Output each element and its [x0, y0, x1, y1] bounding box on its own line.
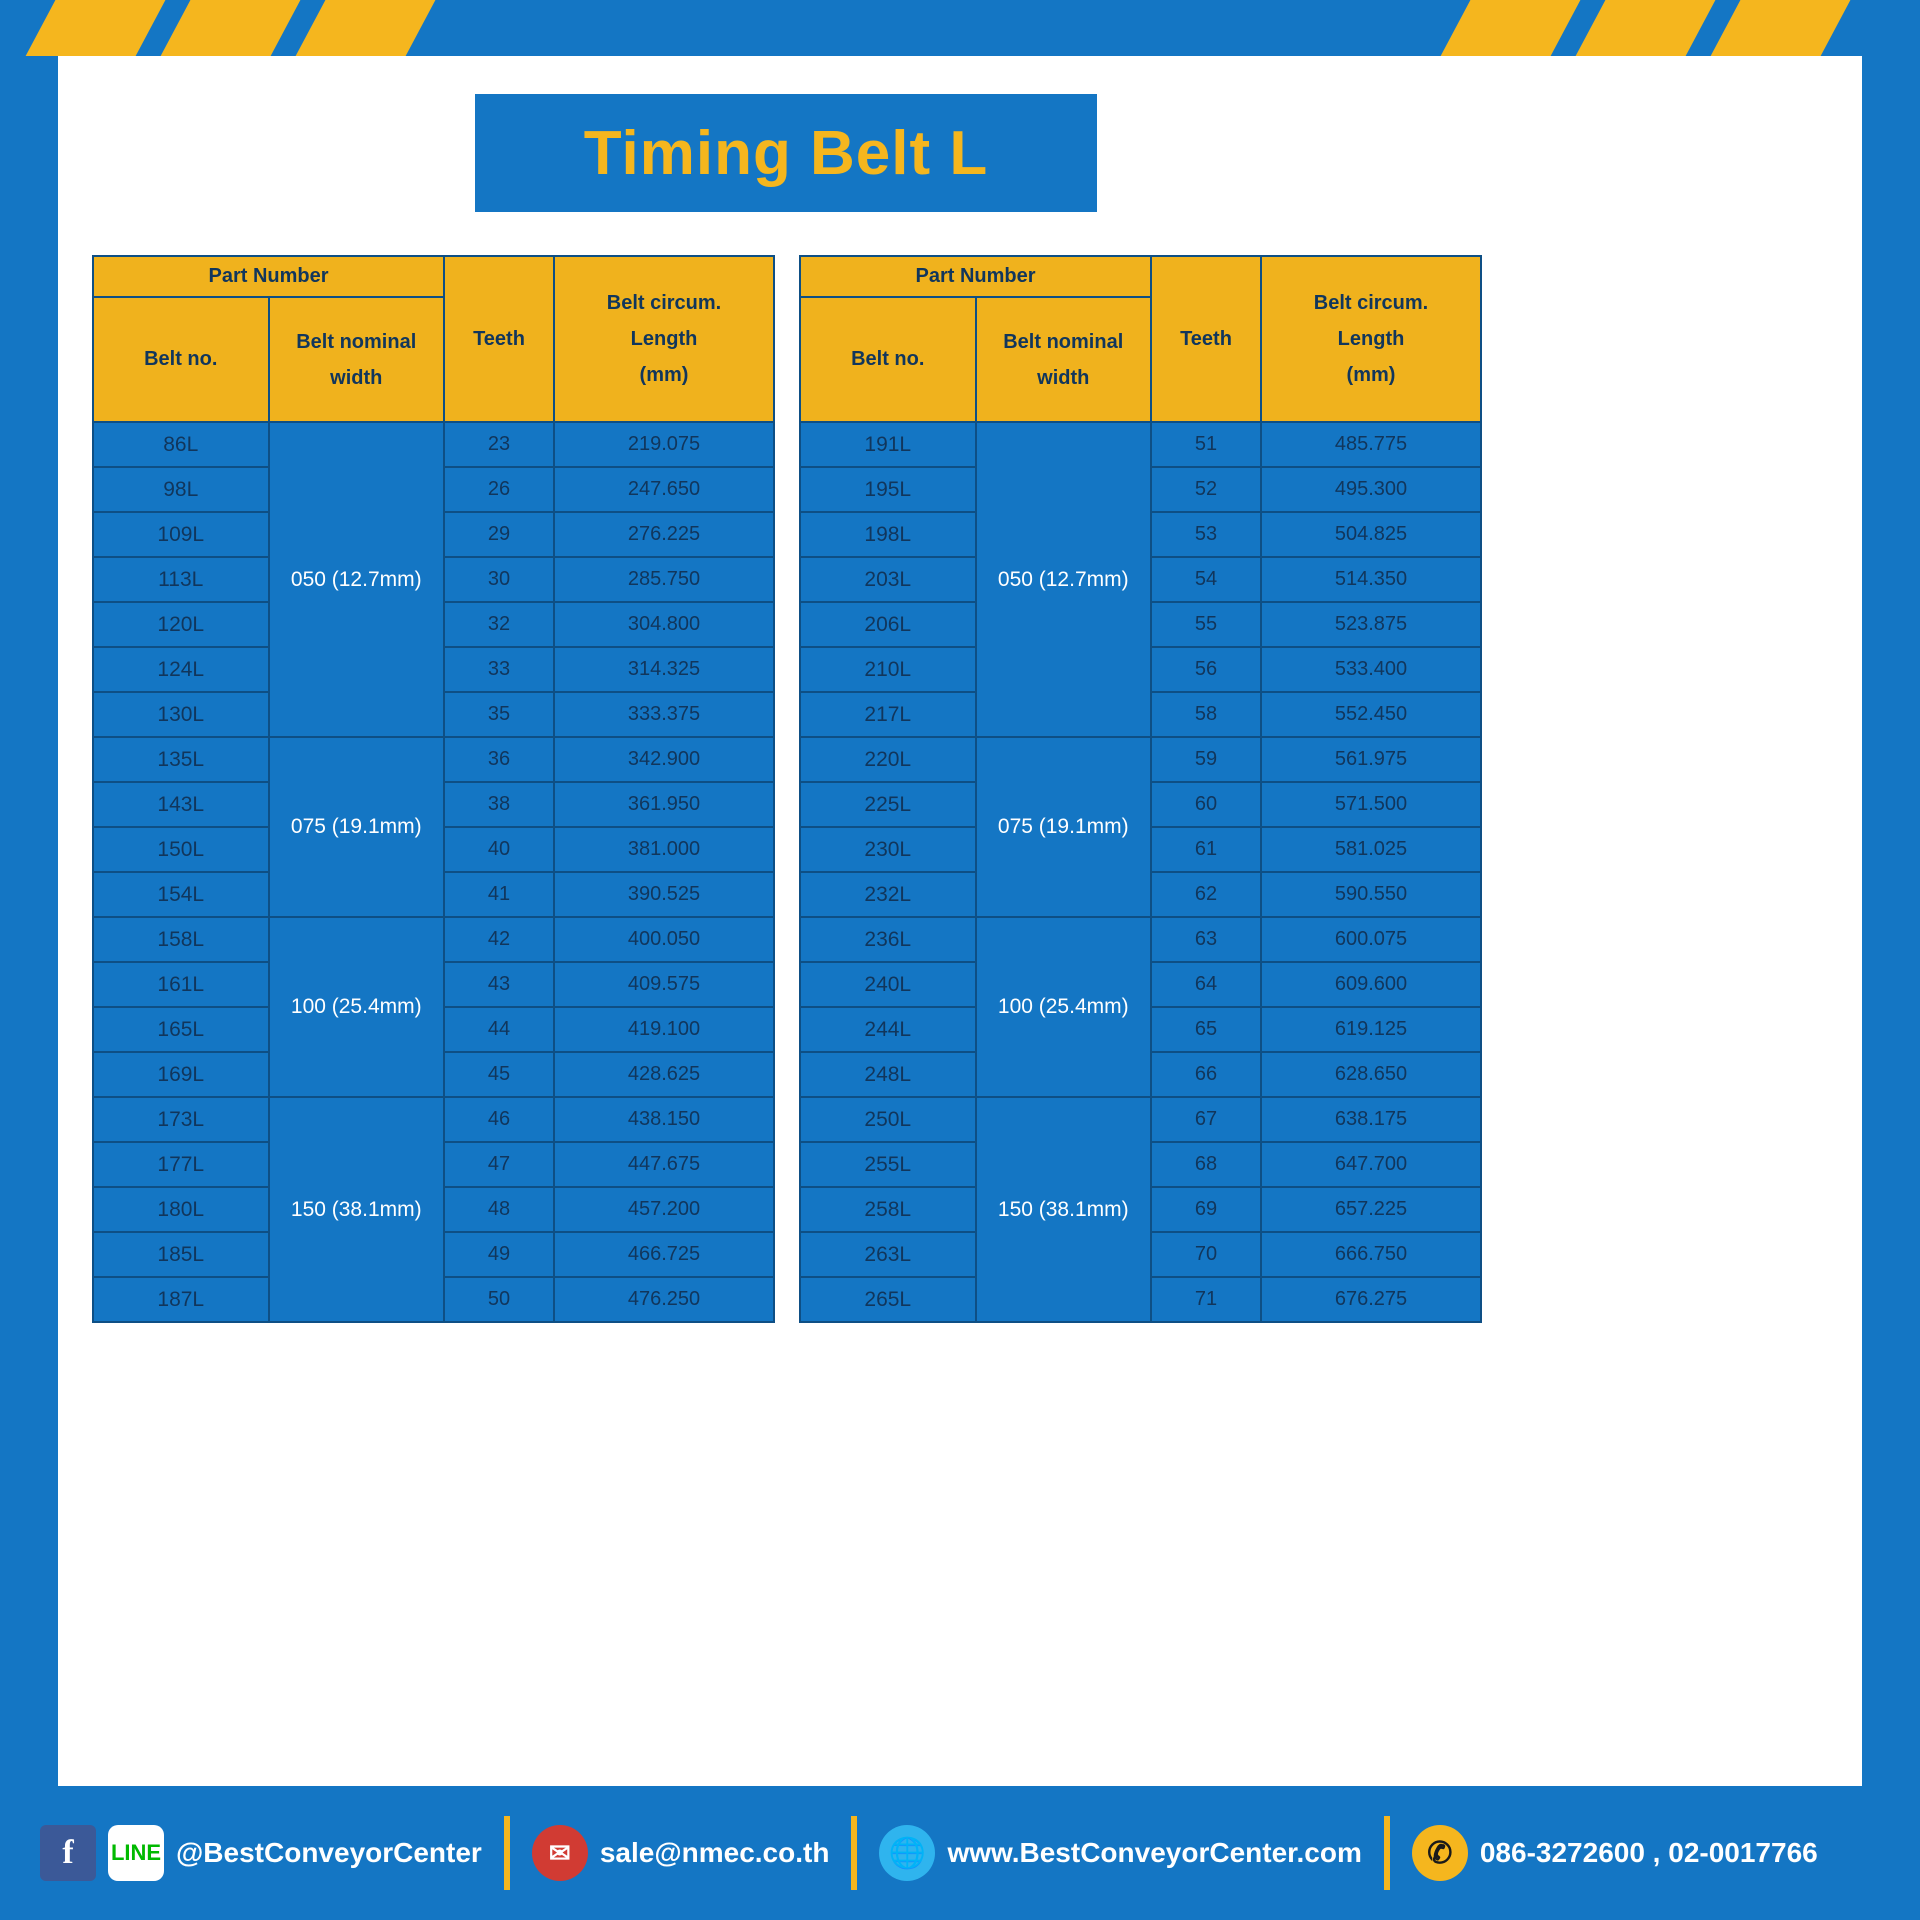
table-row: [800, 917, 1481, 962]
table-row: [93, 917, 774, 962]
globe-icon[interactable]: 🌐: [879, 1825, 935, 1881]
cell-belt-nominal-width: 075 (19.1mm): [269, 737, 445, 917]
header-belt-circum-line1: Belt circum.: [1313, 292, 1429, 314]
cell-length: 438.150: [554, 1097, 774, 1142]
table-row: [93, 1097, 774, 1142]
cell-teeth: 38: [444, 782, 554, 827]
header-mm-line: (mm): [1346, 364, 1396, 386]
cell-teeth: 26: [444, 467, 554, 512]
cell-length: 619.125: [1261, 1007, 1481, 1052]
cell-teeth: 53: [1151, 512, 1261, 557]
cell-length: 390.525: [554, 872, 774, 917]
stripe: [291, 0, 438, 56]
footer-website[interactable]: [879, 1825, 1361, 1881]
table-row: [93, 422, 774, 467]
cell-length: 523.875: [1261, 602, 1481, 647]
cell-teeth: 62: [1151, 872, 1261, 917]
cell-length: 314.325: [554, 647, 774, 692]
stripe: [156, 0, 303, 56]
cell-belt-no: 255L: [800, 1142, 976, 1187]
facebook-icon[interactable]: f: [40, 1825, 96, 1881]
cell-belt-no: 265L: [800, 1277, 976, 1322]
header-belt-no: Belt no.: [800, 297, 976, 422]
cell-belt-no: 187L: [93, 1277, 269, 1322]
cell-teeth: 52: [1151, 467, 1261, 512]
cell-teeth: 42: [444, 917, 554, 962]
header-belt-circum: [554, 256, 774, 422]
header-part-number: Part Number: [93, 256, 444, 297]
cell-length: 285.750: [554, 557, 774, 602]
cell-teeth: 64: [1151, 962, 1261, 1007]
header-teeth: Teeth: [1151, 256, 1261, 422]
cell-teeth: 41: [444, 872, 554, 917]
table-body: [800, 422, 1481, 1322]
table-head: [800, 256, 1481, 422]
cell-length: 466.725: [554, 1232, 774, 1277]
cell-belt-no: 120L: [93, 602, 269, 647]
cell-belt-no: 244L: [800, 1007, 976, 1052]
cell-length: 552.450: [1261, 692, 1481, 737]
cell-length: 561.975: [1261, 737, 1481, 782]
cell-length: 304.800: [554, 602, 774, 647]
cell-belt-no: 240L: [800, 962, 976, 1007]
cell-length: 495.300: [1261, 467, 1481, 512]
table-body: [93, 422, 774, 1322]
cell-length: 676.275: [1261, 1277, 1481, 1322]
footer-email[interactable]: [532, 1825, 830, 1881]
divider: [504, 1816, 510, 1890]
header-belt-nominal-width: [269, 297, 445, 422]
cell-belt-no: 198L: [800, 512, 976, 557]
header-belt-no: Belt no.: [93, 297, 269, 422]
cell-length: 428.625: [554, 1052, 774, 1097]
cell-length: 276.225: [554, 512, 774, 557]
header-length-line: Length: [630, 328, 698, 350]
cell-belt-nominal-width: 050 (12.7mm): [976, 422, 1152, 737]
cell-belt-no: 161L: [93, 962, 269, 1007]
header-length-line: Length: [1337, 328, 1405, 350]
top-stripe-decoration: [0, 0, 1920, 56]
header-part-number: Part Number: [800, 256, 1151, 297]
cell-length: 628.650: [1261, 1052, 1481, 1097]
cell-teeth: 59: [1151, 737, 1261, 782]
cell-length: 419.100: [554, 1007, 774, 1052]
cell-teeth: 40: [444, 827, 554, 872]
divider: [851, 1816, 857, 1890]
cell-belt-no: 150L: [93, 827, 269, 872]
cell-belt-no: 217L: [800, 692, 976, 737]
cell-teeth: 68: [1151, 1142, 1261, 1187]
header-belt-width-line2: width: [330, 366, 383, 389]
cell-belt-no: 232L: [800, 872, 976, 917]
cell-teeth: 56: [1151, 647, 1261, 692]
cell-length: 600.075: [1261, 917, 1481, 962]
cell-teeth: 54: [1151, 557, 1261, 602]
cell-belt-nominal-width: 150 (38.1mm): [269, 1097, 445, 1322]
cell-teeth: 47: [444, 1142, 554, 1187]
cell-teeth: 71: [1151, 1277, 1261, 1322]
cell-belt-nominal-width: 050 (12.7mm): [269, 422, 445, 737]
header-mm-line: (mm): [639, 364, 689, 386]
table-row: [800, 737, 1481, 782]
footer-phone[interactable]: [1412, 1825, 1818, 1881]
cell-teeth: 63: [1151, 917, 1261, 962]
cell-belt-nominal-width: 100 (25.4mm): [976, 917, 1152, 1097]
belt-table-right: [799, 255, 1482, 1323]
cell-belt-no: 109L: [93, 512, 269, 557]
cell-length: 657.225: [1261, 1187, 1481, 1232]
header-belt-width-line1: Belt nominal: [1003, 330, 1124, 353]
table-row: [93, 737, 774, 782]
cell-belt-no: 230L: [800, 827, 976, 872]
header-belt-nominal-width: [976, 297, 1152, 422]
phone-icon[interactable]: ✆: [1412, 1825, 1468, 1881]
cell-teeth: 67: [1151, 1097, 1261, 1142]
table-row: [800, 1097, 1481, 1142]
header-belt-circum: [1261, 256, 1481, 422]
page-title-bar: [475, 94, 1097, 212]
cell-belt-no: 154L: [93, 872, 269, 917]
cell-belt-no: 180L: [93, 1187, 269, 1232]
cell-belt-no: 185L: [93, 1232, 269, 1277]
cell-teeth: 50: [444, 1277, 554, 1322]
cell-teeth: 30: [444, 557, 554, 602]
cell-teeth: 49: [444, 1232, 554, 1277]
cell-teeth: 65: [1151, 1007, 1261, 1052]
cell-belt-no: 203L: [800, 557, 976, 602]
website-text: www.BestConveyorCenter.com: [947, 1837, 1362, 1868]
cell-teeth: 70: [1151, 1232, 1261, 1277]
cell-belt-no: 143L: [93, 782, 269, 827]
cell-length: 590.550: [1261, 872, 1481, 917]
cell-teeth: 55: [1151, 602, 1261, 647]
header-belt-width-line1: Belt nominal: [296, 330, 417, 353]
header-belt-width-line2: width: [1037, 366, 1090, 389]
cell-length: 381.000: [554, 827, 774, 872]
cell-length: 533.400: [1261, 647, 1481, 692]
cell-belt-no: 86L: [93, 422, 269, 467]
cell-length: 514.350: [1261, 557, 1481, 602]
page-title: Timing Belt L: [583, 118, 989, 188]
cell-teeth: 33: [444, 647, 554, 692]
cell-belt-no: 124L: [93, 647, 269, 692]
cell-belt-no: 220L: [800, 737, 976, 782]
cell-belt-no: 177L: [93, 1142, 269, 1187]
phone-text: 086-3272600 , 02-0017766: [1479, 1837, 1818, 1868]
cell-length: 219.075: [554, 422, 774, 467]
cell-teeth: 44: [444, 1007, 554, 1052]
cell-length: 581.025: [1261, 827, 1481, 872]
footer-social[interactable]: [40, 1825, 482, 1881]
stripe: [1436, 0, 1583, 56]
cell-teeth: 46: [444, 1097, 554, 1142]
cell-length: 409.575: [554, 962, 774, 1007]
header-teeth: Teeth: [444, 256, 554, 422]
cell-belt-no: 158L: [93, 917, 269, 962]
social-handle: @BestConveyorCenter: [176, 1837, 482, 1868]
cell-belt-no: 195L: [800, 467, 976, 512]
cell-length: 342.900: [554, 737, 774, 782]
cell-teeth: 29: [444, 512, 554, 557]
cell-teeth: 35: [444, 692, 554, 737]
cell-teeth: 36: [444, 737, 554, 782]
cell-teeth: 32: [444, 602, 554, 647]
table-head: [93, 256, 774, 422]
cell-length: 571.500: [1261, 782, 1481, 827]
cell-belt-no: 165L: [93, 1007, 269, 1052]
cell-length: 400.050: [554, 917, 774, 962]
cell-belt-nominal-width: 100 (25.4mm): [269, 917, 445, 1097]
cell-teeth: 51: [1151, 422, 1261, 467]
cell-belt-no: 248L: [800, 1052, 976, 1097]
cell-belt-no: 169L: [93, 1052, 269, 1097]
cell-length: 476.250: [554, 1277, 774, 1322]
cell-length: 361.950: [554, 782, 774, 827]
cell-length: 609.600: [1261, 962, 1481, 1007]
footer-bar: [0, 1786, 1920, 1920]
tables-container: [92, 255, 1792, 1323]
cell-teeth: 23: [444, 422, 554, 467]
cell-length: 666.750: [1261, 1232, 1481, 1277]
cell-belt-no: 191L: [800, 422, 976, 467]
cell-teeth: 48: [444, 1187, 554, 1232]
stripe: [21, 0, 168, 56]
stripe: [1571, 0, 1718, 56]
cell-belt-nominal-width: 150 (38.1mm): [976, 1097, 1152, 1322]
cell-length: 333.375: [554, 692, 774, 737]
cell-belt-no: 113L: [93, 557, 269, 602]
cell-belt-no: 250L: [800, 1097, 976, 1142]
cell-teeth: 45: [444, 1052, 554, 1097]
cell-length: 504.825: [1261, 512, 1481, 557]
cell-belt-no: 206L: [800, 602, 976, 647]
cell-length: 638.175: [1261, 1097, 1481, 1142]
cell-teeth: 61: [1151, 827, 1261, 872]
cell-teeth: 60: [1151, 782, 1261, 827]
cell-belt-no: 210L: [800, 647, 976, 692]
cell-belt-no: 98L: [93, 467, 269, 512]
cell-belt-no: 135L: [93, 737, 269, 782]
cell-length: 485.775: [1261, 422, 1481, 467]
cell-length: 447.675: [554, 1142, 774, 1187]
email-text: sale@nmec.co.th: [599, 1837, 830, 1868]
cell-belt-no: 236L: [800, 917, 976, 962]
cell-belt-no: 225L: [800, 782, 976, 827]
stripe: [1706, 0, 1853, 56]
cell-belt-no: 258L: [800, 1187, 976, 1232]
cell-teeth: 66: [1151, 1052, 1261, 1097]
cell-teeth: 58: [1151, 692, 1261, 737]
cell-belt-nominal-width: 075 (19.1mm): [976, 737, 1152, 917]
cell-length: 457.200: [554, 1187, 774, 1232]
cell-teeth: 69: [1151, 1187, 1261, 1232]
cell-belt-no: 130L: [93, 692, 269, 737]
cell-teeth: 43: [444, 962, 554, 1007]
email-icon[interactable]: ✉: [532, 1825, 588, 1881]
cell-belt-no: 263L: [800, 1232, 976, 1277]
divider: [1384, 1816, 1390, 1890]
line-icon[interactable]: LINE: [108, 1825, 164, 1881]
header-belt-circum-line1: Belt circum.: [606, 292, 722, 314]
cell-length: 247.650: [554, 467, 774, 512]
table-row: [800, 422, 1481, 467]
belt-table-left: [92, 255, 775, 1323]
cell-belt-no: 173L: [93, 1097, 269, 1142]
cell-length: 647.700: [1261, 1142, 1481, 1187]
